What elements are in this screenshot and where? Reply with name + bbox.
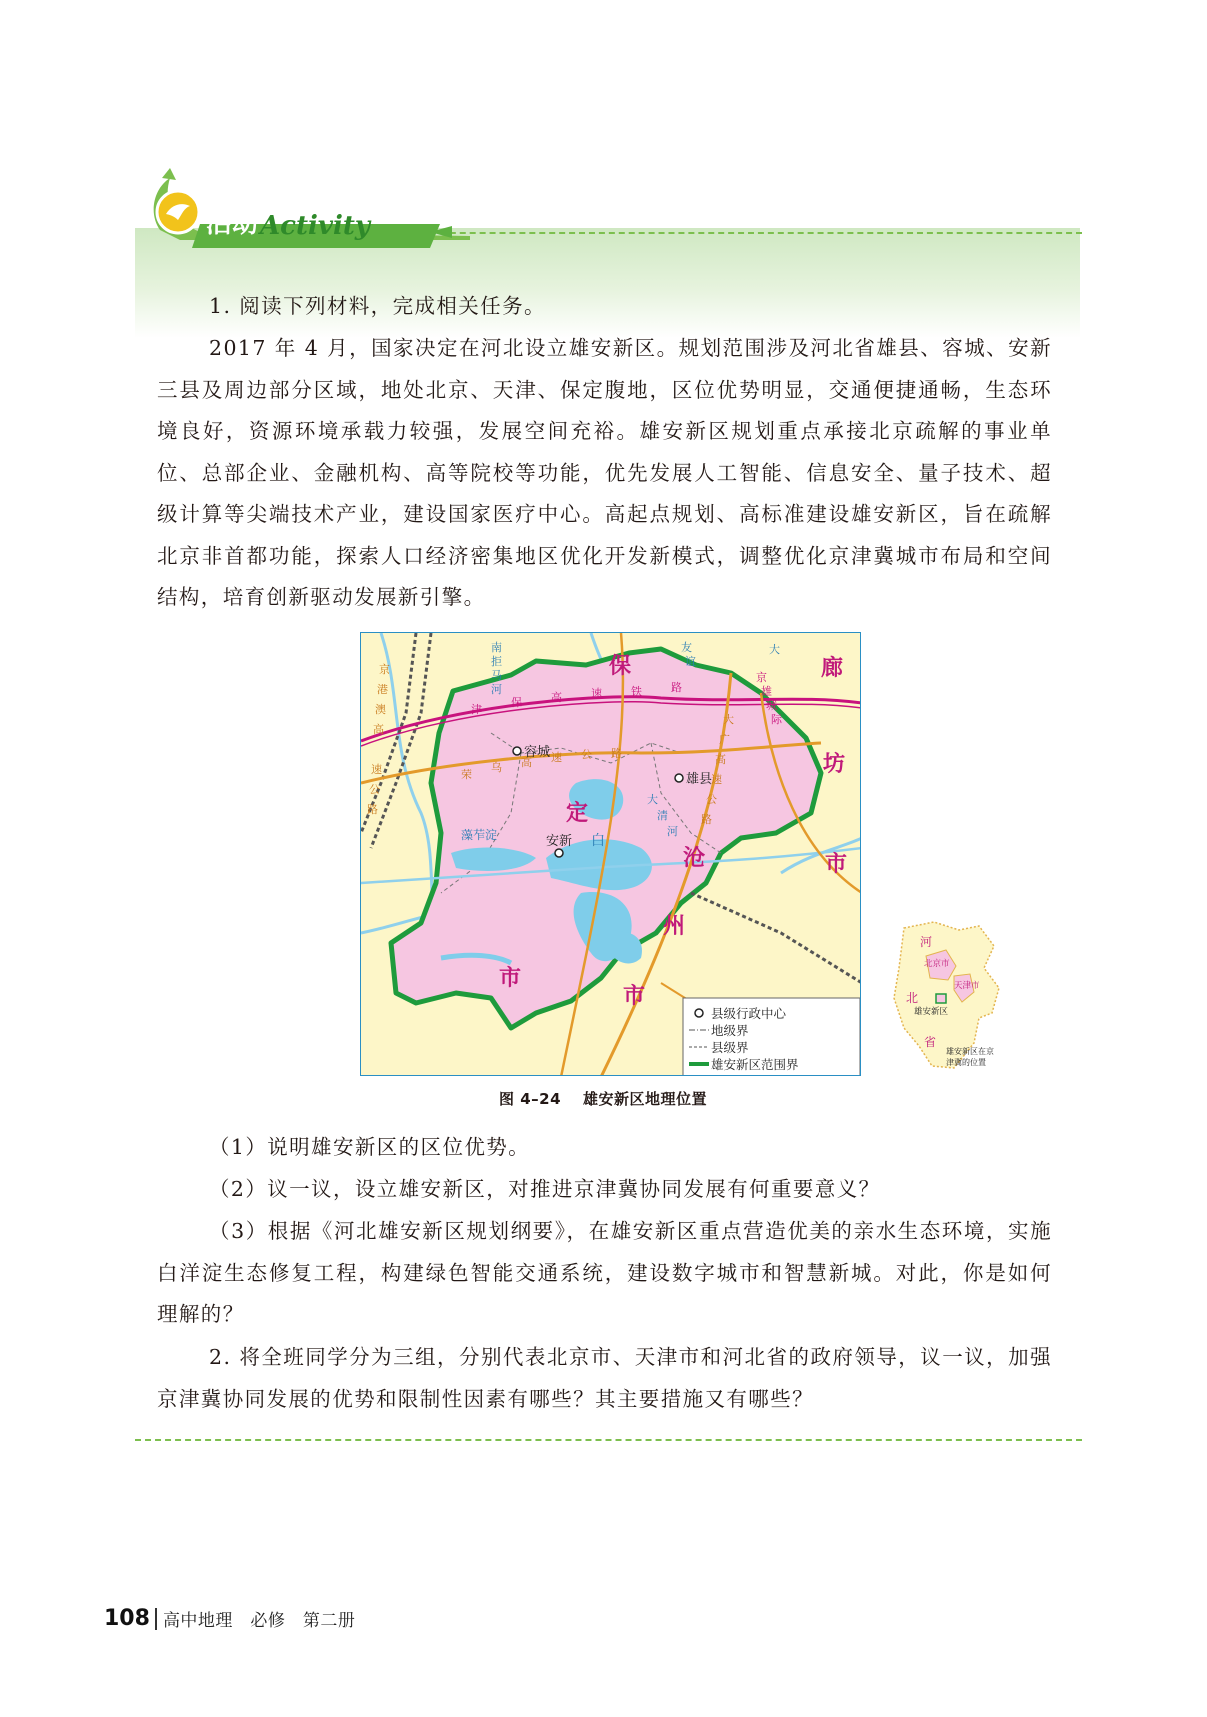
county-label-xiongxian: 雄县	[686, 772, 713, 787]
task-intro: 1. 阅读下列材料，完成相关任务。	[209, 294, 546, 318]
legend-county-boundary: 县级界	[711, 1040, 749, 1055]
question-3: （3）根据《河北雄安新区规划纲要》，在雄安新区重点营造优美的亲水生态环境，实施白洋淀生态修复工程，构建绿色智能交通系统，建设数字城市和智慧新城。对此，你是如何理解的？	[157, 1219, 1052, 1326]
road-char: 河	[667, 825, 678, 838]
inset-label-sheng: 省	[924, 1035, 937, 1049]
county-label-anxin: 安新	[546, 834, 573, 849]
footer-divider	[155, 1608, 157, 1630]
city-label-zhou: 州	[663, 914, 686, 939]
task-2: 2. 将全班同学分为三组，分别代表北京市、天津市和河北省的政府领导，议一议，加强京津冀协同发展的优势和限制性因素有哪些？其主要措施又有哪些？	[157, 1345, 1052, 1411]
road-char: 城	[766, 699, 777, 712]
road-char: 河	[491, 683, 502, 696]
figure-title: 雄安新区地理位置	[583, 1090, 708, 1108]
inset-map	[884, 918, 1012, 1076]
road-char: 公	[706, 793, 717, 806]
road-char: 速	[711, 773, 722, 786]
question-2: （2）议一议，设立雄安新区，对推进京津冀协同发展有何重要意义？	[209, 1177, 881, 1201]
inset-label-he: 河	[920, 935, 933, 949]
road-char: 速	[591, 687, 602, 700]
city-label-fang: 坊	[823, 752, 846, 777]
map-legend	[683, 998, 860, 1076]
map-canvas	[361, 633, 861, 1076]
road-char: 速	[551, 751, 562, 764]
material-paragraph: 2017 年 4 月，国家决定在河北设立雄安新区。规划范围涉及河北省雄县、容城、安新三县及周边部分区域，地处北京、天津、保定腹地，区位优势明显，交通便捷通畅，生态环境良好，资源环境承载力较强，发展空间充裕。雄安新区规划重点承接北京疏解的事业单位、总部企业、金融机构、高等院校等功能，优先发展人工智能、信息安全、量子技术、超级计算等尖端技术产业，建设国家医疗中心。高起点规划、高标准建设雄安新区，旨在疏解北京非首都功能，探索人口经济密集地区优化开发新模式，调整优化京津冀城市布局和空间结构，培育创新驱动发展新引擎。	[157, 336, 1052, 609]
activity-divider-bottom	[135, 1439, 1082, 1441]
city-label-shi3: 市	[623, 984, 646, 1009]
road-char: 路	[671, 681, 682, 694]
inset-label-tianjin: 天津市	[954, 981, 980, 991]
road-char: 大	[723, 713, 734, 726]
activity-header	[140, 168, 1090, 248]
road-char: 港	[377, 683, 388, 696]
inset-xiongan-marker	[936, 994, 946, 1003]
city-label-lang: 廊	[821, 656, 844, 681]
road-char: 荣	[461, 768, 472, 781]
road-char: 谊	[685, 655, 696, 668]
xiongan-map	[360, 632, 861, 1076]
road-char: 路	[611, 747, 622, 760]
county-center-icon	[513, 747, 521, 755]
county-center-icon	[695, 1009, 703, 1017]
road-char: 大	[647, 793, 658, 806]
city-label-cang: 沧	[683, 846, 706, 871]
inset-caption-line2: 津冀的位置	[946, 1058, 986, 1067]
road-char: 际	[771, 713, 782, 726]
county-label-rongcheng: 容城	[524, 745, 551, 760]
road-char: 公	[369, 783, 380, 796]
road-char: 津	[471, 703, 482, 716]
legend-xiongan-boundary: 雄安新区范围界	[711, 1057, 799, 1072]
county-center-icon	[555, 849, 563, 857]
inset-label-bei: 北	[906, 991, 919, 1005]
road-char: 路	[701, 813, 712, 826]
city-label-shi1: 市	[499, 966, 522, 991]
page-number: 108	[104, 1606, 150, 1631]
road-char: 拒	[491, 655, 502, 668]
inset-label-beijing: 北京市	[924, 959, 950, 969]
road-char: 南	[491, 641, 502, 654]
legend-prefecture-boundary: 地级界	[711, 1023, 749, 1038]
road-char: 公	[581, 748, 592, 761]
figure-caption	[499, 1088, 707, 1109]
road-char: 京	[379, 663, 390, 676]
question-1: （1）说明雄安新区的区位优势。	[209, 1135, 531, 1159]
road-char: 高	[521, 756, 532, 769]
road-char: 马	[491, 669, 502, 682]
road-char: 雄	[761, 685, 772, 698]
road-char: 高	[373, 723, 384, 736]
figure-number: 图 4–24	[499, 1090, 562, 1108]
road-char: 广	[719, 733, 730, 746]
activity-title-cn: 活动	[206, 209, 259, 239]
city-label-ding: 定	[566, 801, 589, 826]
road-char: 路	[367, 803, 378, 816]
activity-title-en: Activity	[260, 211, 370, 241]
city-label-shi2: 市	[825, 852, 848, 877]
road-char: 铁	[631, 685, 642, 698]
road-char: 保	[511, 696, 522, 709]
lake-label-bai: 白	[591, 833, 605, 849]
road-char: 澳	[375, 703, 386, 716]
road-char: 京	[756, 671, 767, 684]
city-label-bao: 保	[609, 654, 632, 679]
page-footer	[104, 1606, 355, 1631]
lake-label-zaogandian: 藻苲淀	[461, 828, 498, 842]
road-char: 乌	[491, 761, 502, 774]
book-title: 高中地理 必修 第二册	[162, 1611, 356, 1631]
inset-caption-line1: 雄安新区在京	[946, 1047, 994, 1056]
inset-label-xiongan: 雄安新区	[914, 1007, 949, 1017]
road-char: 友	[681, 641, 692, 654]
road-char: 速	[371, 763, 382, 776]
legend-county-center: 县级行政中心	[711, 1006, 787, 1021]
road-char: 高	[715, 753, 726, 766]
road-char: 大	[769, 643, 780, 656]
county-center-icon	[675, 774, 683, 782]
road-char: 清	[657, 809, 668, 822]
road-char: 高	[551, 691, 562, 704]
